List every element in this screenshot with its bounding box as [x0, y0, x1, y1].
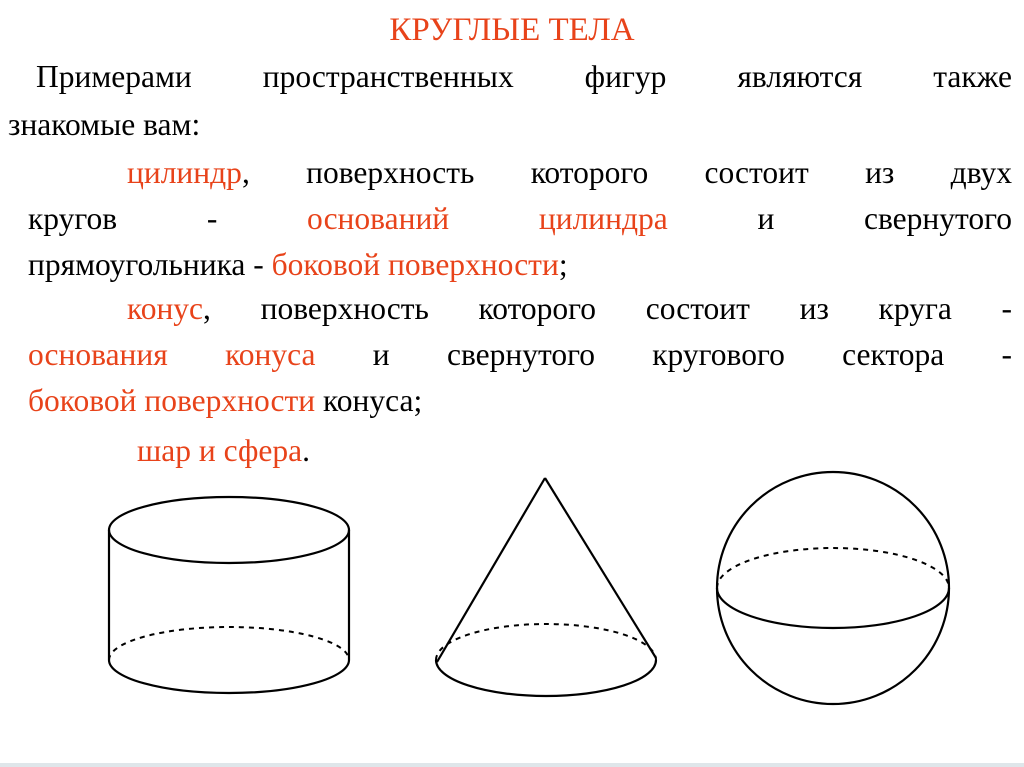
cone-text-2b: и свернутого кругового сектора -	[372, 337, 1012, 372]
cone-lateral-surface: боковой поверхности	[28, 383, 316, 418]
cylinder-text-2c: и свернутого	[757, 201, 1013, 236]
cylinder-lateral-surface: боковой поверхности	[271, 247, 559, 282]
sphere-figure	[717, 472, 949, 704]
sphere-outline	[717, 472, 949, 704]
intro-text-2: знакомые вам:	[8, 107, 201, 142]
slide-title: КРУГЛЫЕ ТЕЛА	[389, 12, 635, 48]
cone-base-hidden-arc	[436, 624, 656, 660]
cylinder-text-3a: прямоугольника -	[28, 247, 272, 282]
cylinder-text-1: , поверхность которого состоит из двух	[241, 155, 1012, 190]
cone-right-edge	[545, 478, 656, 658]
cylinder-bases: оснований цилиндра	[307, 201, 668, 236]
slide-bottom-border	[0, 763, 1024, 767]
cylinder-bottom-hidden-arc	[109, 627, 349, 660]
intro-text-1: Примерами пространственных фигур являются также	[36, 59, 1012, 94]
cone-figure	[436, 478, 656, 696]
cone-base: основания конуса	[28, 337, 316, 372]
cylinder-bottom-front-arc	[109, 660, 349, 693]
sphere-equator-front-arc	[717, 588, 949, 628]
cylinder-term: цилиндр	[127, 155, 242, 190]
cylinder-top-ellipse	[109, 497, 349, 563]
cone-text-1: , поверхность которого состоит из круга -	[203, 291, 1012, 326]
sphere-equator-hidden-arc	[717, 548, 949, 588]
cylinder-text-2a: кругов -	[28, 201, 218, 236]
cylinder-text-3c: ;	[558, 247, 568, 282]
sphere-tail: .	[302, 433, 310, 468]
cone-term: конус	[127, 291, 204, 326]
sphere-term: шар и сфера	[137, 433, 303, 468]
cone-left-edge	[437, 478, 545, 662]
cone-base-front-arc	[436, 660, 656, 696]
cylinder-figure	[109, 497, 349, 693]
cone-text-3b: конуса;	[315, 383, 423, 418]
